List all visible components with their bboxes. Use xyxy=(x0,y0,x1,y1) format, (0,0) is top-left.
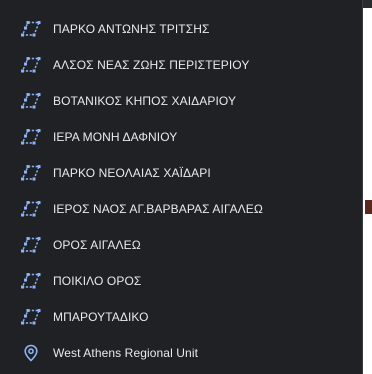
result-item-label: ΑΛΣΟΣ ΝΕΑΣ ΖΩΗΣ ΠΕΡΙΣΤΕΡΙΟΥ xyxy=(53,58,250,72)
result-item-parko-neolaias-chaidari[interactable] xyxy=(0,155,363,191)
result-item-label: ΙΕΡΑ ΜΟΝΗ ΔΑΦΝΙΟΥ xyxy=(53,130,178,144)
edge-dark-top xyxy=(363,0,372,8)
result-item-label: West Athens Regional Unit xyxy=(53,346,199,360)
polygon-area-icon xyxy=(20,128,42,146)
result-item-iera-moni-dafniou[interactable] xyxy=(0,119,363,155)
polygon-area-icon xyxy=(20,308,42,326)
result-item-alsos-neas-zois-peristeriou[interactable] xyxy=(0,47,363,83)
polygon-area-icon xyxy=(20,200,42,218)
result-item-label: ΜΠΑΡΟΥΤΑΔΙΚΟ xyxy=(53,310,149,324)
result-item-west-athens-regional-unit[interactable] xyxy=(0,335,363,371)
result-item-label: ΠΑΡΚΟ ΑΝΤΩΝΗΣ ΤΡΙΤΣΗΣ xyxy=(53,22,210,36)
map-edge-strip xyxy=(363,0,372,374)
result-item-label: ΠΟΙΚΙΛΟ ΟΡΟΣ xyxy=(53,274,142,288)
edge-map-mark xyxy=(365,200,372,214)
result-item-label: ΙΕΡΟΣ ΝΑΟΣ ΑΓ.ΒΑΡΒΑΡΑΣ ΑΙΓΑΛΕΩ xyxy=(53,202,263,216)
polygon-area-icon xyxy=(20,56,42,74)
result-item-ieros-naos-ag-varvaras-aigaleo[interactable] xyxy=(0,191,363,227)
location-pin-icon xyxy=(22,344,40,362)
result-item-parko-antonis-tritsis[interactable] xyxy=(0,11,363,47)
result-item-label: ΠΑΡΚΟ ΝΕΟΛΑΙΑΣ ΧΑΪΔΑΡΙ xyxy=(53,166,211,180)
result-item-votanikos-kipos-chaidariou[interactable] xyxy=(0,83,363,119)
polygon-area-icon xyxy=(20,20,42,38)
results-list xyxy=(0,11,363,371)
polygon-area-icon xyxy=(20,272,42,290)
result-item-oros-aigaleo[interactable] xyxy=(0,227,363,263)
polygon-area-icon xyxy=(20,92,42,110)
result-item-label: ΒΟΤΑΝΙΚΟΣ ΚΗΠΟΣ ΧΑΙΔΑΡΙΟΥ xyxy=(53,94,237,108)
polygon-area-icon xyxy=(20,236,42,254)
result-item-poikilo-oros[interactable] xyxy=(0,263,363,299)
polygon-area-icon xyxy=(20,164,42,182)
result-item-label: ΟΡΟΣ ΑΙΓΑΛΕΩ xyxy=(53,238,141,252)
result-item-baroutadiko[interactable] xyxy=(0,299,363,335)
